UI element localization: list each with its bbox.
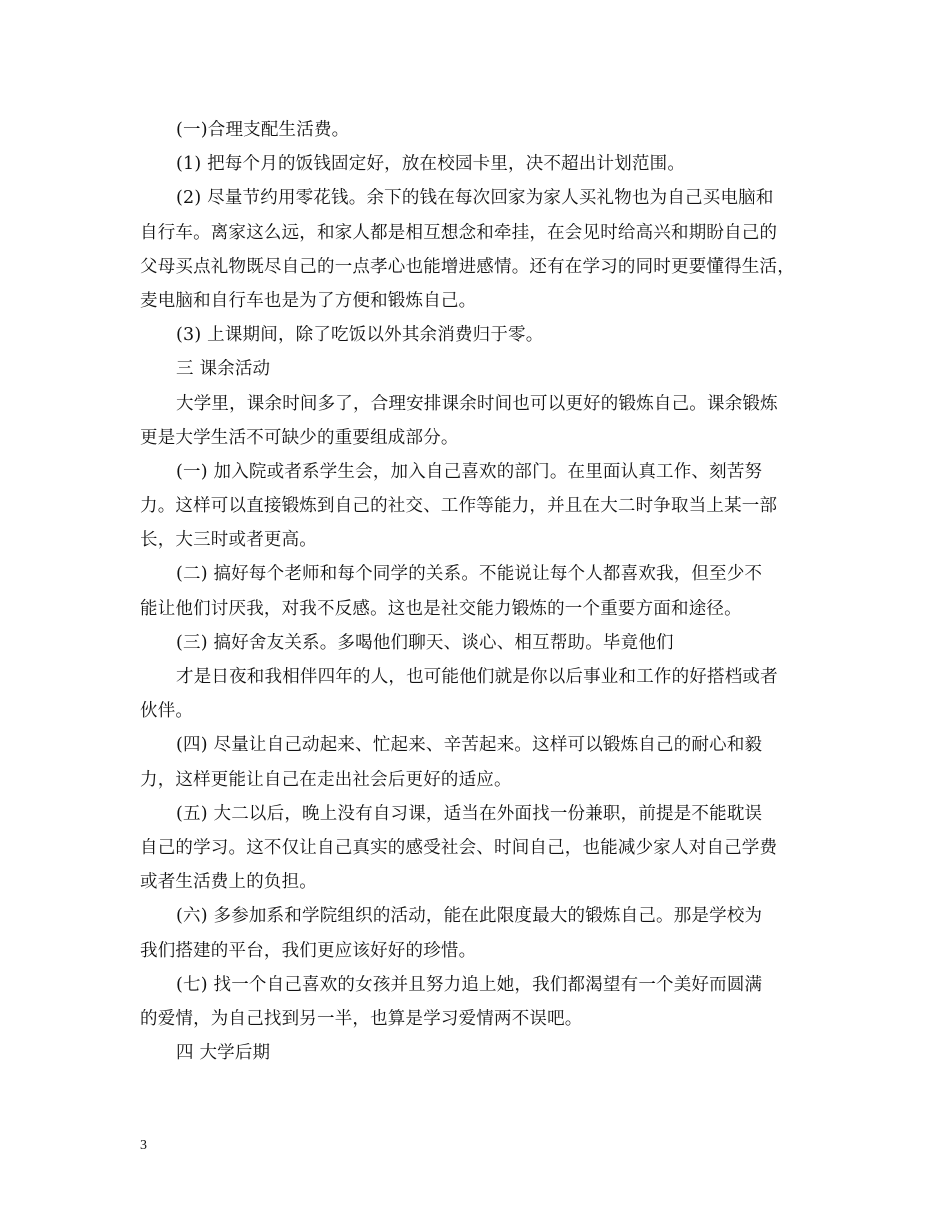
page-number: 3: [140, 1138, 147, 1153]
text-line: (3) 上课期间，除了吃饭以外其余消费归于零。: [176, 325, 544, 346]
text-line: (四) 尽量让自己动起来、忙起来、辛苦起来。这样可以锻炼自己的耐心和毅: [176, 735, 763, 756]
text-line: (一) 加入院或者系学生会，加入自己喜欢的部门。在里面认真工作、刻苦努: [176, 461, 763, 482]
text-line: 四 大学后期: [176, 1043, 271, 1064]
text-line: 三 课余活动: [176, 359, 271, 380]
text-line: 的爱情，为自己找到另一半，也算是学习爱情两不误吧。: [140, 1008, 583, 1029]
text-line: 才是日夜和我相伴四年的人，也可能他们就是你以后事业和工作的好搭档或者: [176, 667, 778, 687]
document-body: [140, 113, 810, 1070]
text-line: (二) 搞好每个老师和每个同学的关系。不能说让每个人都喜欢我，但至少不: [176, 564, 763, 585]
text-line: (五) 大二以后，晚上没有自习课，适当在外面找一份兼职，前提是不能耽误: [176, 803, 763, 824]
text-line: 或者生活费上的负担。: [140, 872, 317, 893]
text-line: 麦电脑和自行车也是为了方便和锻炼自己。: [140, 290, 477, 311]
text-line: 自己的学习。这不仅让自己真实的感受社会、时间自己，也能减少家人对自己学费: [140, 837, 778, 858]
text-line: 我们搭建的平台，我们更应该好好的珍惜。: [140, 940, 477, 961]
text-line: 大学里，课余时间多了，合理安排课余时间也可以更好的锻炼自己。课余锻炼: [176, 393, 778, 414]
text-line: 自行车。离家这么远，和家人都是相互想念和牵挂，在会见时给高兴和期盼自己的: [140, 222, 778, 243]
text-line: 更是大学生活不可缺少的重要组成部分。: [140, 427, 459, 448]
text-line: 能让他们讨厌我，对我不反感。这也是社交能力锻炼的一个重要方面和途径。: [140, 598, 742, 619]
text-line: 父母买点礼物既尽自己的一点孝心也能增进感情。还有在学习的同时更要懂得生活，: [140, 256, 795, 277]
text-line: (一)合理支配生活费。: [176, 120, 350, 140]
text-line: 伙伴。: [140, 701, 194, 722]
text-line: 力，这样更能让自己在走出社会后更好的适应。: [140, 769, 512, 790]
text-line: 力。这样可以直接锻炼到自己的社交、工作等能力，并且在大二时争取当上某一部: [140, 496, 778, 517]
text-line: (2) 尽量节约用零花钱。余下的钱在每次回家为家人买礼物也为自己买电脑和: [176, 188, 774, 209]
text-line: 长，大三时或者更高。: [140, 530, 317, 551]
text-line: (六) 多参加系和学院组织的活动，能在此限度最大的锻炼自己。那是学校为: [176, 906, 763, 927]
text-line: (1) 把每个月的饭钱固定好，放在校园卡里，决不超出计划范围。: [176, 154, 686, 175]
text-line: (三) 搞好舍友关系。多喝他们聊天、谈心、相互帮助。毕竟他们: [176, 632, 674, 653]
text-line: (七) 找一个自己喜欢的女孩并且努力追上她，我们都渴望有一个美好而圆满: [176, 974, 763, 995]
